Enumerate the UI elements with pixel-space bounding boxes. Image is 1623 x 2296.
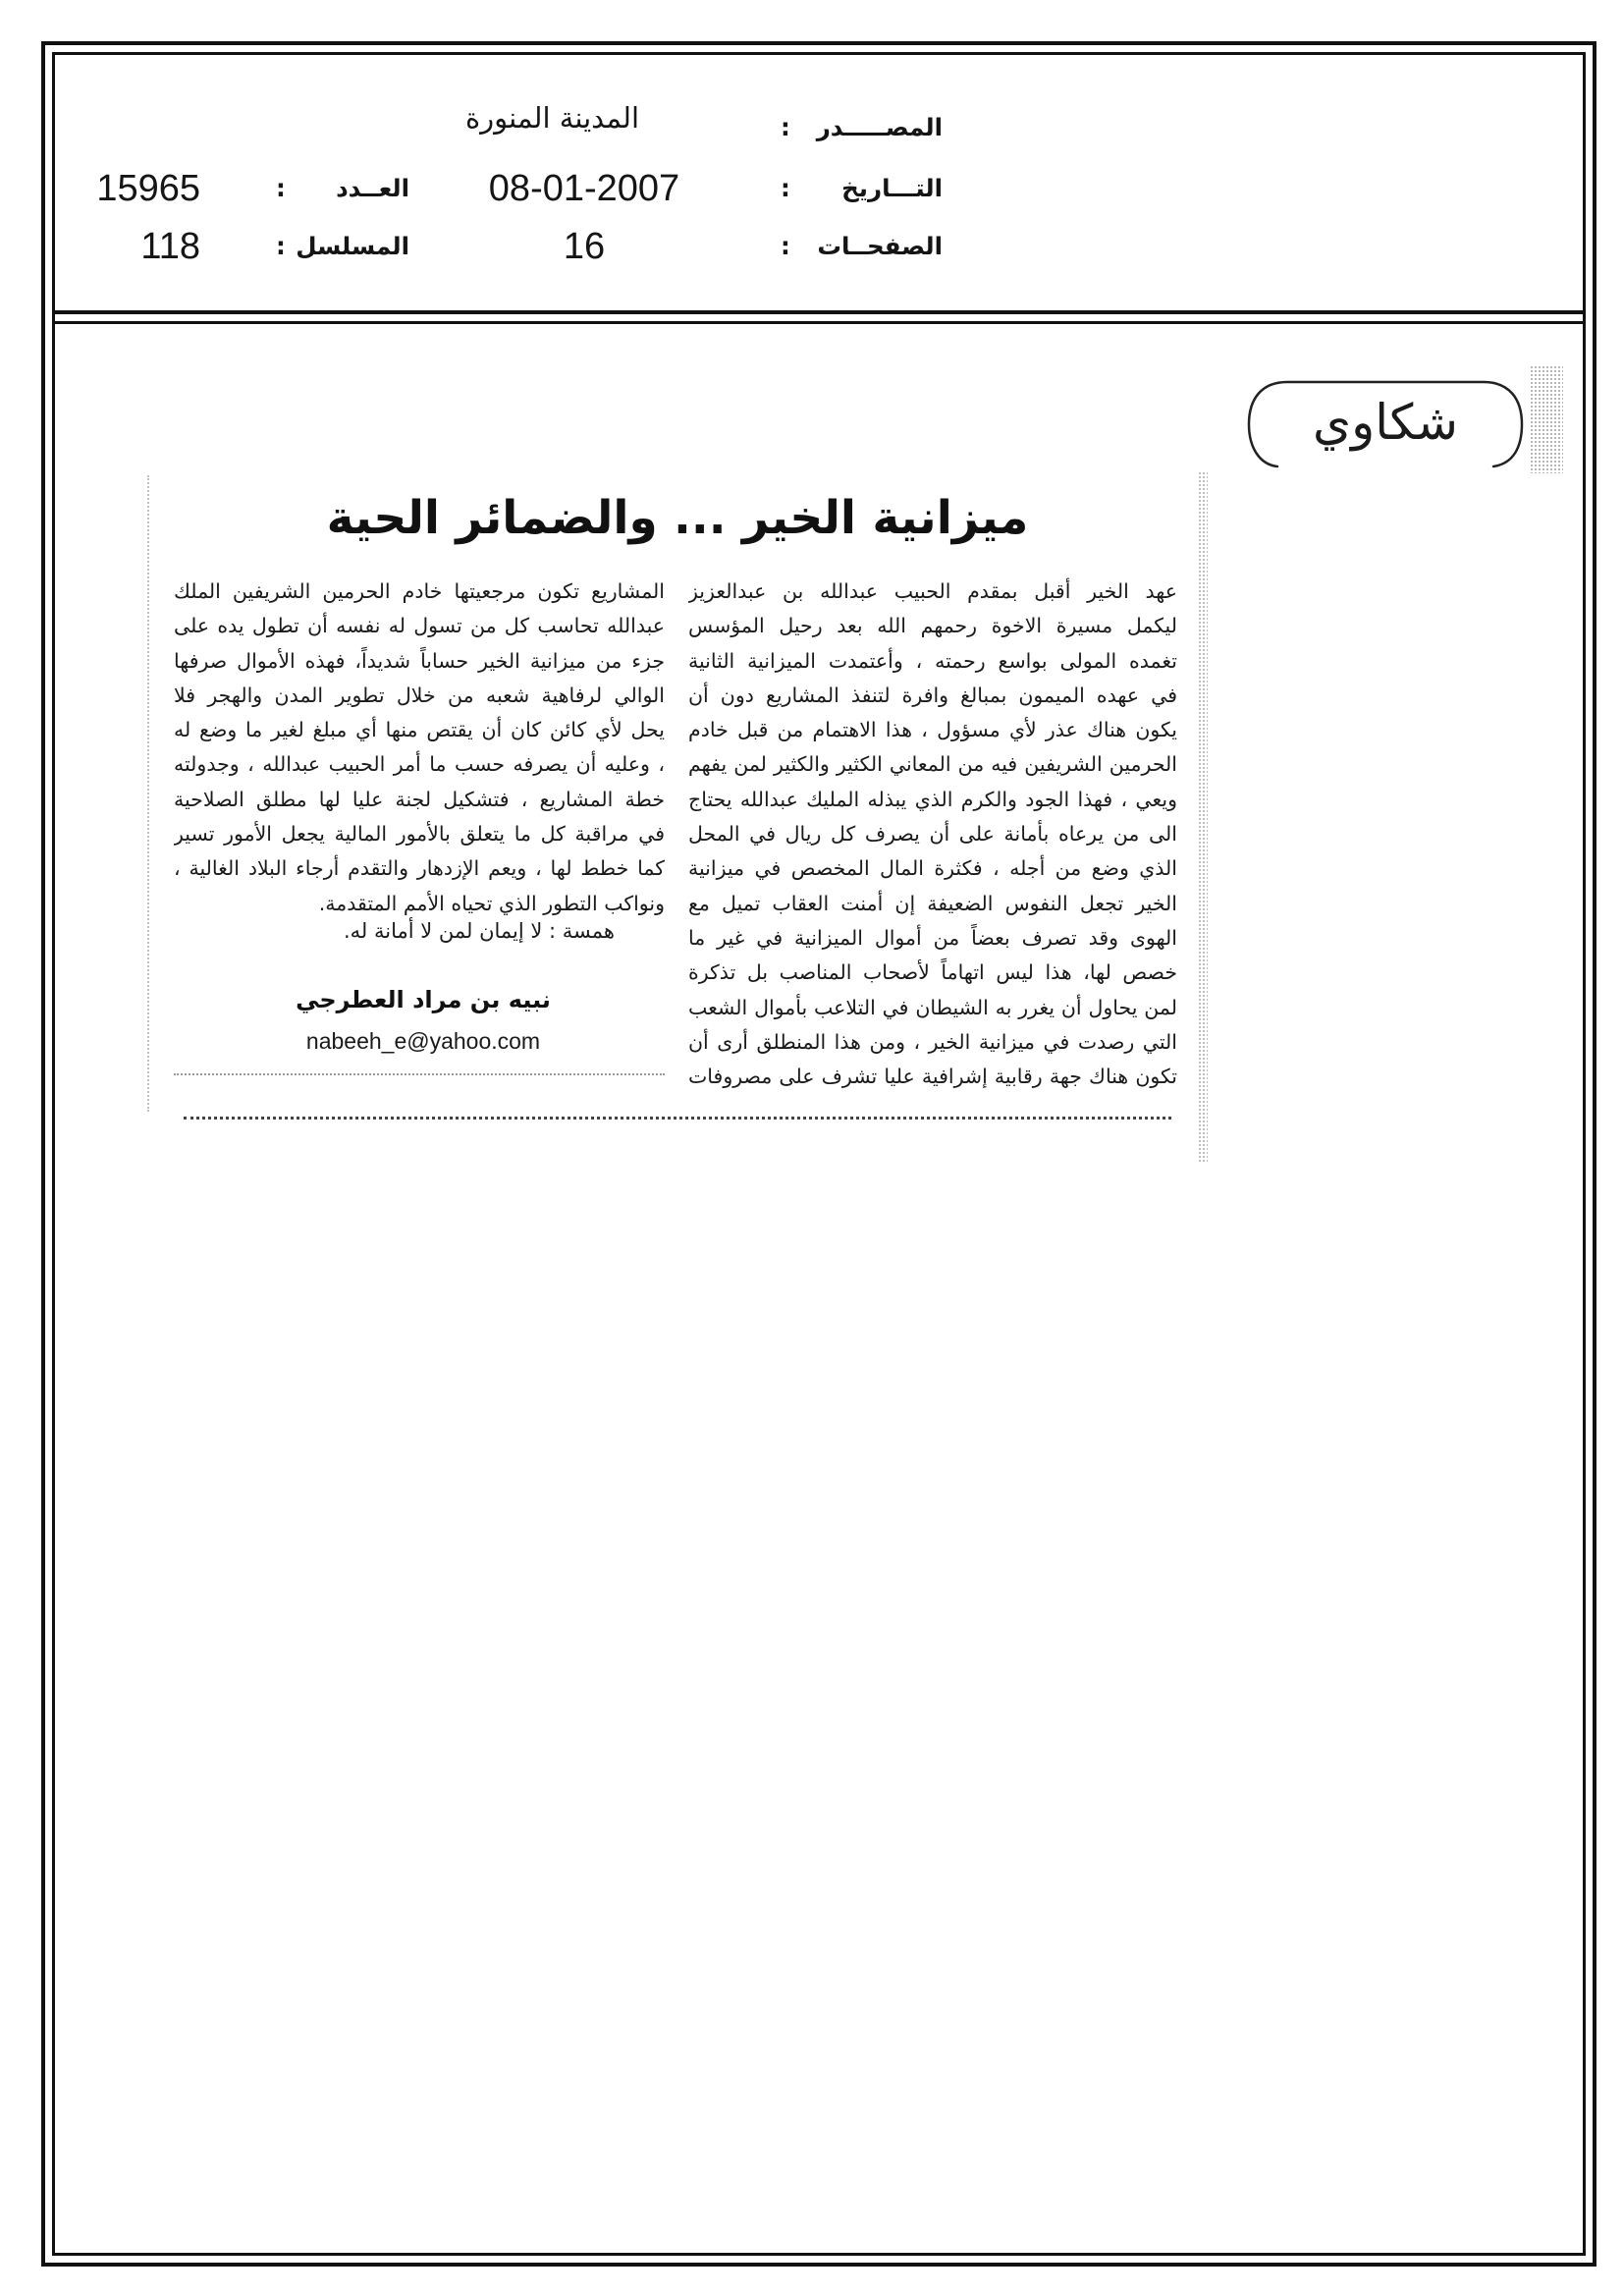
article-line: خصص لها، هذا ليس اتهاماً لأصحاب المناصب بل تذكرة — [688, 960, 1177, 985]
author-email: nabeeh_e@yahoo.com — [305, 1028, 541, 1054]
author-name: نبيه بن مراد العطرجي — [296, 986, 551, 1013]
clipping-left-edge — [147, 475, 149, 1112]
article-line: يكون هناك عذر لأي مسؤول ، هذا الاهتمام من قبل خادم — [688, 718, 1177, 742]
article-line: في مراقبة كل ما يتعلق بالأمور المالية يجعل الأمور تسير — [174, 822, 665, 847]
header-divider-bottom — [52, 321, 1586, 324]
article-line: يحل لأي كائن كان أن يقتص منها أي مبلغ لغير ما وضع له — [174, 718, 665, 742]
serial-label: المسلسل : — [276, 232, 409, 260]
article-line: الحرمين الشريفين فيه من المعاني الكثير والكثير لمن يفهم — [688, 752, 1177, 777]
serial-value: 118 — [140, 226, 200, 267]
logo-text: شكاوي — [1312, 394, 1459, 451]
issue-label: العــدد : — [276, 174, 409, 202]
article-line: الخير تجعل النفوس الضعيفة إن أمنت العقاب تميل مع — [688, 891, 1177, 915]
article-line: عبدالله تحاسب كل من تسول له نفسه أن تطول يده على — [174, 614, 665, 638]
date-value: 08-01-2007 — [488, 168, 680, 209]
article-line: الوالي لرفاهية شعبه من خلال تطوير المدن والهجر فلا — [174, 683, 665, 707]
article-line: تغمده المولى بواسع رحمته ، وأعتمدت الميزانية الثانية — [688, 648, 1177, 673]
column-bottom-rule — [174, 1073, 665, 1075]
article-line: عهد الخير أقبل بمقدم الحبيب عبدالله بن عبدالعزيز — [688, 579, 1177, 603]
article-whisper-note: همسة : لا إيمان لمن لا أمانة له. — [343, 919, 615, 943]
article-line: ويعي ، فهذا الجود والكرم الذي يبذله المليك عبدالله يحتاج — [688, 787, 1177, 811]
section-logo — [1242, 373, 1529, 471]
article-line: ليكمل مسيرة الاخوة رحمهم الله بعد رحيل المؤسس — [688, 614, 1177, 638]
article-column-right — [688, 574, 1177, 1094]
article-line: المشاريع تكون مرجعيتها خادم الحرمين الشريفين الملك — [174, 579, 665, 603]
header-divider-top — [52, 310, 1586, 314]
article-line: تكون هناك جهة رقابية إشرافية عليا تشرف على مصروفات — [688, 1065, 1177, 1089]
article-line: لمن يحاول أن يغرر به الشيطان في التلاعب بأموال الشعب — [688, 995, 1177, 1019]
article-title: ميزانية الخير ... والضمائر الحية — [326, 491, 1029, 545]
article-line: ، وعليه أن يصرفه حسب ما أمر الحبيب عبدالله ، وجدولته — [174, 752, 665, 777]
article-line: التي رصدت في ميزانية الخير ، ومن هذا المنطلق أرى أن — [688, 1029, 1177, 1054]
pages-label: الصفحــات : — [781, 232, 943, 260]
article-line: خطة المشاريع ، فتشكيل لجنة عليا لها مطلق الصلاحية — [174, 787, 665, 811]
source-value: المدينة المنورة — [464, 101, 640, 135]
article-line: جزء من ميزانية الخير حساباً شديداً، فهذه الأموال صرفها — [174, 648, 665, 673]
clipping-right-edge — [1198, 471, 1208, 1164]
article-line: ونواكب التطور الذي تحياه الأمم المتقدمة. — [318, 891, 665, 915]
article-line: الذي وضع من أجله ، فكثرة المال المخصص في ميزانية — [688, 856, 1177, 881]
article-line: الى من يرعاه بأمانة على أن يصرف كل ريال في المحل — [688, 822, 1177, 847]
logo-hatch-texture — [1530, 365, 1563, 473]
clipping-bottom-rule — [184, 1117, 1171, 1120]
issue-value: 15965 — [96, 168, 200, 209]
source-label: المصـــــدر : — [781, 113, 943, 141]
date-label: التـــاريخ : — [781, 174, 943, 202]
pages-value: 16 — [563, 226, 606, 267]
article-column-left — [174, 574, 665, 921]
article-line: في عهده الميمون بمبالغ وافرة لتنفذ المشاريع دون أن — [688, 683, 1177, 707]
article-line: كما خطط لها ، ويعم الإزدهار والتقدم أرجاء البلاد الغالية ، — [174, 856, 665, 881]
article-line: الهوى وقد تصرف بعضاً من أموال الميزانية في غير ما — [688, 925, 1177, 950]
